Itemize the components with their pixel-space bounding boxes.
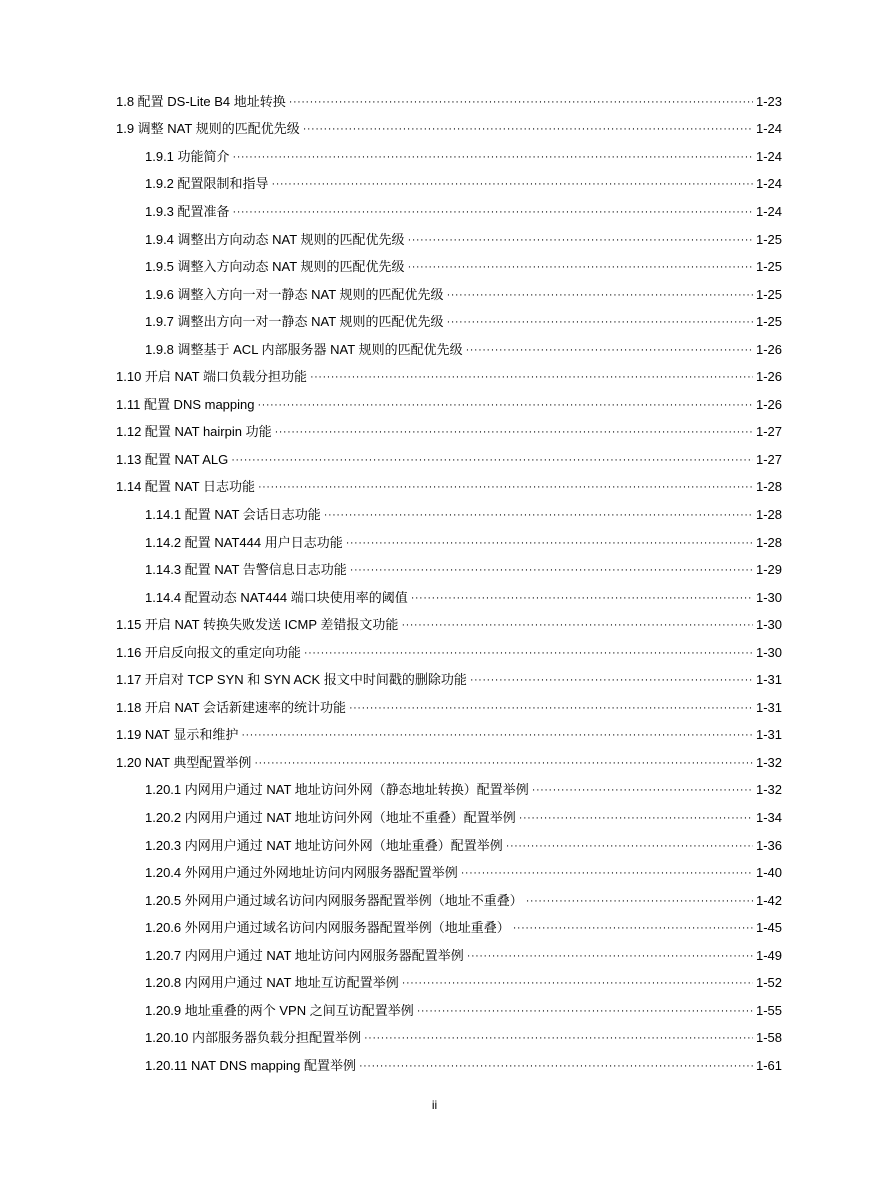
toc-entry[interactable]: [0, 887, 869, 915]
toc-entry[interactable]: [0, 942, 869, 970]
toc-entry[interactable]: [0, 446, 869, 474]
toc-entry[interactable]: [0, 722, 869, 750]
toc-leader-dots: [289, 94, 753, 110]
toc-entry[interactable]: [0, 584, 869, 612]
toc-entry-page: 1-31: [755, 699, 782, 715]
toc-leader-dots: [258, 397, 753, 413]
toc-entry-title: 1.11 配置 DNS mapping: [116, 396, 255, 412]
toc-entry[interactable]: [0, 253, 869, 281]
toc-entry-page: 1-27: [755, 424, 782, 440]
toc-entry[interactable]: [0, 143, 869, 171]
toc-leader-dots: [411, 590, 753, 606]
toc-entry-title: 1.14.3 配置 NAT 告警信息日志功能: [145, 562, 347, 578]
toc-entry-page: 1-45: [755, 920, 782, 936]
toc-entry-title: 1.14.1 配置 NAT 会话日志功能: [145, 506, 321, 522]
toc-entry[interactable]: [0, 749, 869, 777]
toc-entry-page: 1-24: [755, 121, 782, 137]
toc-entry[interactable]: [0, 859, 869, 887]
toc-entry[interactable]: [0, 281, 869, 309]
toc-leader-dots: [275, 424, 753, 440]
toc-entry-title: 1.9.2 配置限制和指导: [145, 176, 269, 192]
toc-entry-page: 1-52: [755, 975, 782, 991]
toc-entry-page: 1-26: [755, 369, 782, 385]
toc-entry-page: 1-26: [755, 341, 782, 357]
toc-leader-dots: [350, 562, 753, 578]
toc-entry[interactable]: [0, 198, 869, 226]
toc-entry-page: 1-28: [755, 534, 782, 550]
toc-entry[interactable]: [0, 611, 869, 639]
toc-entry-page: 1-55: [755, 1002, 782, 1018]
toc-entry-page: 1-24: [755, 176, 782, 192]
toc-entry-page: 1-58: [755, 1030, 782, 1046]
toc-entry-title: 1.9.3 配置准备: [145, 203, 230, 219]
toc-entry-page: 1-25: [755, 314, 782, 330]
toc-leader-dots: [467, 948, 753, 964]
toc-entry-page: 1-30: [755, 617, 782, 633]
toc-leader-dots: [417, 1003, 753, 1019]
toc-entry-title: 1.20.4 外网用户通过外网地址访问内网服务器配置举例: [145, 865, 458, 881]
toc-entry[interactable]: [0, 777, 869, 805]
toc-leader-dots: [303, 121, 753, 137]
toc-entry-title: 1.14.2 配置 NAT444 用户日志功能: [145, 534, 343, 550]
toc-entry[interactable]: [0, 171, 869, 199]
toc-entry[interactable]: [0, 336, 869, 364]
toc-entry-page: 1-25: [755, 259, 782, 275]
toc-leader-dots: [324, 507, 753, 523]
toc-entry-title: 1.9.4 调整出方向动态 NAT 规则的匹配优先级: [145, 231, 405, 247]
toc-leader-dots: [402, 975, 753, 991]
toc-leader-dots: [359, 1058, 753, 1074]
toc-leader-dots: [364, 1030, 753, 1046]
toc-entry[interactable]: [0, 226, 869, 254]
toc-entry[interactable]: [0, 419, 869, 447]
toc-entry-page: 1-32: [755, 782, 782, 798]
toc-entry-title: 1.14 配置 NAT 日志功能: [116, 479, 255, 495]
toc-entry[interactable]: [0, 88, 869, 116]
toc-entry[interactable]: [0, 832, 869, 860]
toc-leader-dots: [272, 176, 753, 192]
toc-entry-title: 1.9 调整 NAT 规则的匹配优先级: [116, 121, 300, 137]
toc-entry-title: 1.20.9 地址重叠的两个 VPN 之间互访配置举例: [145, 1002, 414, 1018]
toc-leader-dots: [258, 479, 753, 495]
toc-entry-page: 1-32: [755, 754, 782, 770]
toc-entry[interactable]: [0, 1052, 869, 1080]
toc-leader-dots: [408, 259, 753, 275]
toc-entry-page: 1-26: [755, 396, 782, 412]
toc-entry-title: 1.12 配置 NAT hairpin 功能: [116, 424, 272, 440]
toc-leader-dots: [466, 342, 753, 358]
toc-entry-page: 1-30: [755, 644, 782, 660]
toc-leader-dots: [447, 314, 753, 330]
toc-entry-title: 1.18 开启 NAT 会话新建速率的统计功能: [116, 699, 346, 715]
toc-entry[interactable]: [0, 501, 869, 529]
toc-entry-title: 1.9.1 功能简介: [145, 148, 230, 164]
toc-entry-title: 1.20.2 内网用户通过 NAT 地址访问外网（地址不重叠）配置举例: [145, 809, 516, 825]
toc-leader-dots: [447, 287, 753, 303]
toc-leader-dots: [241, 727, 753, 743]
toc-leader-dots: [304, 645, 753, 661]
toc-entry[interactable]: [0, 529, 869, 557]
toc-entry[interactable]: [0, 914, 869, 942]
toc-entry-title: 1.9.7 调整出方向一对一静态 NAT 规则的匹配优先级: [145, 314, 444, 330]
toc-entry-title: 1.20.7 内网用户通过 NAT 地址访问内网服务器配置举例: [145, 947, 464, 963]
toc-entry-title: 1.19 NAT 显示和维护: [116, 727, 239, 743]
toc-entry[interactable]: [0, 804, 869, 832]
toc-entry-page: 1-28: [755, 479, 782, 495]
toc-entry-page: 1-30: [755, 589, 782, 605]
toc-entry-title: 1.9.6 调整入方向一对一静态 NAT 规则的匹配优先级: [145, 286, 444, 302]
toc-entry[interactable]: [0, 116, 869, 144]
toc-entry[interactable]: [0, 556, 869, 584]
toc-entry-title: 1.20 NAT 典型配置举例: [116, 754, 252, 770]
toc-entry[interactable]: [0, 363, 869, 391]
toc-entry-page: 1-23: [755, 93, 782, 109]
toc-entry-page: 1-25: [755, 231, 782, 247]
toc-entry-title: 1.20.5 外网用户通过域名访问内网服务器配置举例（地址不重叠）: [145, 892, 523, 908]
toc-leader-dots: [532, 782, 753, 798]
toc-leader-dots: [310, 369, 753, 385]
toc-entry-title: 1.9.5 调整入方向动态 NAT 规则的匹配优先级: [145, 259, 405, 275]
toc-entry-page: 1-24: [755, 148, 782, 164]
toc-entry[interactable]: [0, 308, 869, 336]
toc-entry[interactable]: [0, 694, 869, 722]
toc-entry[interactable]: [0, 1025, 869, 1053]
toc-leader-dots: [349, 700, 753, 716]
toc-leader-dots: [346, 535, 753, 551]
page-number: ii: [431, 1098, 438, 1112]
toc-entry[interactable]: [0, 997, 869, 1025]
toc-entry-title: 1.20.6 外网用户通过域名访问内网服务器配置举例（地址重叠）: [145, 920, 510, 936]
toc-entry[interactable]: [0, 391, 869, 419]
toc-leader-dots: [231, 452, 753, 468]
toc-leader-dots: [526, 893, 753, 909]
toc-entry-title: 1.20.8 内网用户通过 NAT 地址互访配置举例: [145, 975, 399, 991]
toc-entry-title: 1.20.3 内网用户通过 NAT 地址访问外网（地址重叠）配置举例: [145, 837, 503, 853]
toc-leader-dots: [233, 149, 753, 165]
toc-entry-title: 1.9.8 调整基于 ACL 内部服务器 NAT 规则的匹配优先级: [145, 341, 463, 357]
toc-entry-title: 1.10 开启 NAT 端口负载分担功能: [116, 369, 307, 385]
toc-entry-page: 1-31: [755, 672, 782, 688]
toc-leader-dots: [233, 204, 753, 220]
toc-entry[interactable]: [0, 639, 869, 667]
toc-entry-page: 1-49: [755, 947, 782, 963]
toc-entry-page: 1-29: [755, 562, 782, 578]
toc-leader-dots: [519, 810, 753, 826]
toc-entry-page: 1-42: [755, 892, 782, 908]
toc-leader-dots: [401, 617, 753, 633]
toc-leader-dots: [470, 672, 753, 688]
toc-entry-page: 1-25: [755, 286, 782, 302]
toc-entry[interactable]: [0, 474, 869, 502]
toc-entry[interactable]: [0, 970, 869, 998]
toc-leader-dots: [461, 865, 753, 881]
toc-entry-page: 1-28: [755, 506, 782, 522]
toc-entry-title: 1.13 配置 NAT ALG: [116, 451, 229, 467]
toc-entry-title: 1.20.10 内部服务器负载分担配置举例: [145, 1030, 361, 1046]
toc-leader-dots: [254, 755, 753, 771]
toc-entry-title: 1.17 开启对 TCP SYN 和 SYN ACK 报文中时间戳的删除功能: [116, 672, 467, 688]
toc-leader-dots: [513, 920, 753, 936]
toc-entry-title: 1.20.11 NAT DNS mapping 配置举例: [145, 1057, 356, 1073]
toc-entry-page: 1-27: [755, 451, 782, 467]
toc-leader-dots: [506, 838, 753, 854]
toc-entry[interactable]: [0, 666, 869, 694]
toc-entry-title: 1.20.1 内网用户通过 NAT 地址访问外网（静态地址转换）配置举例: [145, 782, 529, 798]
toc-entry-page: 1-34: [755, 809, 782, 825]
toc-entry-title: 1.16 开启反向报文的重定向功能: [116, 644, 301, 660]
toc-entry-page: 1-36: [755, 837, 782, 853]
toc-entry-page: 1-24: [755, 203, 782, 219]
toc-entry-page: 1-40: [755, 865, 782, 881]
toc-entry-title: 1.15 开启 NAT 转换失败发送 ICMP 差错报文功能: [116, 617, 399, 633]
table-of-contents: [0, 88, 869, 1080]
toc-leader-dots: [408, 232, 753, 248]
toc-entry-page: 1-61: [755, 1057, 782, 1073]
toc-entry-page: 1-31: [755, 727, 782, 743]
toc-entry-title: 1.8 配置 DS-Lite B4 地址转换: [116, 93, 286, 109]
toc-entry-title: 1.14.4 配置动态 NAT444 端口块使用率的阈值: [145, 589, 408, 605]
